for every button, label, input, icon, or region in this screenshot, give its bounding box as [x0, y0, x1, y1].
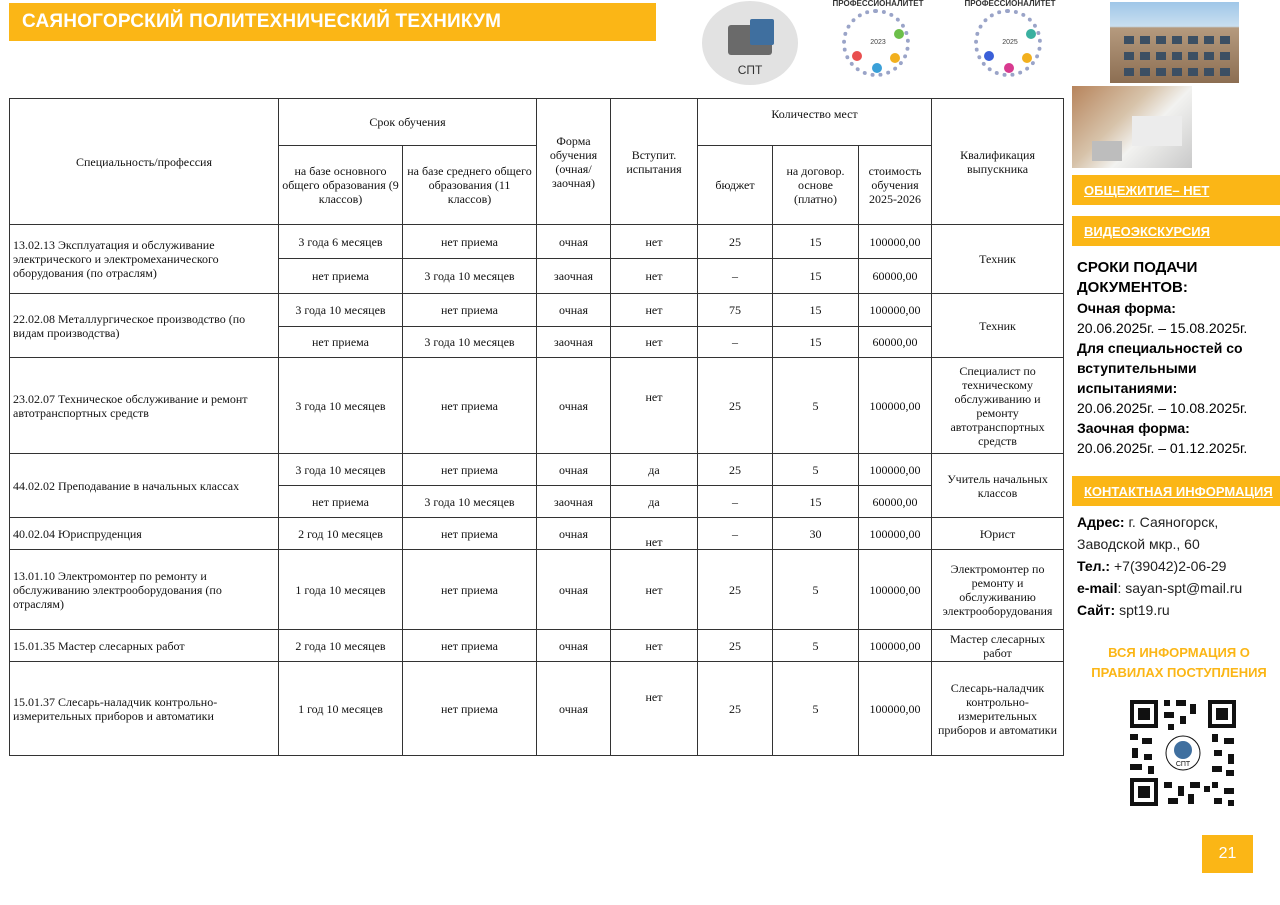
header-bar [9, 3, 656, 41]
term-11-cell: нет приема [403, 518, 537, 550]
form-cell: заочная [537, 259, 611, 294]
exam-specialties-label: Для специальностей со вступительными испытаниями: [1077, 340, 1243, 396]
prof-year: 2023 [870, 39, 886, 46]
table-row [10, 225, 1064, 259]
professionalitet-logo-2025 [964, 1, 1056, 85]
cost-cell: 100000,00 [859, 550, 932, 630]
term-9-cell: 3 года 6 месяцев [279, 225, 403, 259]
term-11-cell: нет приема [403, 454, 537, 486]
book-icon-2 [750, 19, 774, 45]
qualification-cell: Техник [932, 294, 1064, 358]
cost-cell: 60000,00 [859, 486, 932, 518]
header-form: Форма обучения (очная/ заочная) [537, 99, 611, 225]
site-value[interactable]: spt19.ru [1115, 602, 1170, 618]
video-tour-label: ВИДЕОЭКСКУРСИЯ [1084, 224, 1210, 239]
budget-cell: 75 [698, 294, 773, 327]
term-9-cell: 2 год 10 месяцев [279, 518, 403, 550]
header-contract: на договор. основе (платно) [773, 146, 859, 225]
address-value: г. Саяногорск, Заводской мкр., 60 [1077, 514, 1219, 552]
form-cell: очная [537, 662, 611, 756]
exam-cell: нет [611, 327, 698, 358]
header-term-basic: на базе основного общего образования (9 классов) [279, 146, 403, 225]
table-row [10, 662, 1064, 756]
building-photo [1110, 2, 1239, 83]
dot-icon [1026, 29, 1036, 39]
term-11-cell: нет приема [403, 225, 537, 259]
exam-cell: нет [611, 550, 698, 630]
site-line [1077, 599, 1277, 621]
header-places: Количество мест [698, 99, 932, 146]
phone-label: Тел.: [1077, 558, 1111, 574]
exam-cell: нет [611, 630, 698, 662]
contract-cell: 5 [773, 454, 859, 486]
exam-cell: нет [611, 225, 698, 259]
dot-icon [894, 29, 904, 39]
contract-cell: 15 [773, 327, 859, 358]
phone-value: +7(39042)2-06-29 [1110, 558, 1227, 574]
term-9-cell: 3 года 10 месяцев [279, 358, 403, 454]
qualification-cell: Слесарь-наладчик контрольно-измерительных приборов и автоматики [932, 662, 1064, 756]
table-row [10, 358, 1064, 454]
header-budget: бюджет [698, 146, 773, 225]
specialty-cell: 40.02.04 Юриспруденция [10, 518, 279, 550]
term-11-cell: нет приема [403, 630, 537, 662]
spt-logo [702, 1, 798, 85]
budget-cell: – [698, 486, 773, 518]
contract-cell: 5 [773, 630, 859, 662]
dorm-label: ОБЩЕЖИТИЕ– НЕТ [1084, 183, 1210, 198]
contacts-button[interactable] [1072, 476, 1280, 506]
address-line [1077, 511, 1277, 555]
specialty-cell: 15.01.37 Слесарь-наладчик контрольно-измерительных приборов и автоматики [10, 662, 279, 756]
budget-cell: – [698, 518, 773, 550]
cost-cell: 100000,00 [859, 294, 932, 327]
exam-cell: нет [611, 518, 698, 550]
specialty-cell: 13.01.10 Электромонтер по ремонту и обслуживанию электрооборудования (по отраслям) [10, 550, 279, 630]
contract-cell: 15 [773, 294, 859, 327]
prof-year: 2025 [1002, 39, 1018, 46]
budget-cell: 25 [698, 358, 773, 454]
header-term: Срок обучения [279, 99, 537, 146]
contract-cell: 15 [773, 225, 859, 259]
term-9-cell: 3 года 10 месяцев [279, 294, 403, 327]
email-label: e-mail [1077, 580, 1118, 596]
exam-cell: нет [611, 259, 698, 294]
form-cell: очная [537, 454, 611, 486]
header-specialty: Специальность/профессия [10, 99, 279, 225]
form-cell: заочная [537, 327, 611, 358]
term-9-cell: 2 года 10 месяцев [279, 630, 403, 662]
cost-cell: 100000,00 [859, 225, 932, 259]
deadlines-block [1077, 258, 1277, 458]
qualification-cell: Юрист [932, 518, 1064, 550]
contract-cell: 15 [773, 486, 859, 518]
budget-cell: 25 [698, 630, 773, 662]
dot-icon [872, 63, 882, 73]
specialty-cell: 22.02.08 Металлургическое производство (по видам производства) [10, 294, 279, 358]
form-cell: заочная [537, 486, 611, 518]
prof-logo-text: ПРОФЕССИОНАЛИТЕТ [964, 0, 1056, 8]
prof-logo-text: ПРОФЕССИОНАЛИТЕТ [832, 0, 924, 8]
full-time-label: Очная форма: [1077, 300, 1176, 316]
term-11-cell: нет приема [403, 294, 537, 327]
qualification-cell: Учитель начальных классов [932, 454, 1064, 518]
qualification-cell: Электромонтер по ремонту и обслуживанию электрооборудования [932, 550, 1064, 630]
term-9-cell: нет приема [279, 486, 403, 518]
term-9-cell: 3 года 10 месяцев [279, 454, 403, 486]
dorm-button[interactable] [1072, 175, 1280, 205]
form-cell: очная [537, 358, 611, 454]
budget-cell: – [698, 327, 773, 358]
dot-icon [1022, 53, 1032, 63]
qualification-cell: Мастер слесарных работ [932, 630, 1064, 662]
cost-cell: 60000,00 [859, 259, 932, 294]
exam-cell: нет [611, 358, 698, 454]
header-term-secondary: на базе среднего общего образования (11 классов) [403, 146, 537, 225]
table-row [10, 294, 1064, 327]
specialty-cell: 13.02.13 Эксплуатация и обслуживание электрического и электромеханического оборудования (по отраслям) [10, 225, 279, 294]
cost-cell: 60000,00 [859, 327, 932, 358]
term-11-cell: нет приема [403, 358, 537, 454]
exam-cell: да [611, 454, 698, 486]
specialty-cell: 23.02.07 Техническое обслуживание и ремонт автотранспортных средств [10, 358, 279, 454]
specialties-table [9, 98, 1064, 756]
dot-icon [890, 53, 900, 63]
budget-cell: 25 [698, 225, 773, 259]
term-11-cell: нет приема [403, 662, 537, 756]
term-11-cell: 3 года 10 месяцев [403, 259, 537, 294]
all-info-link[interactable]: ВСЯ ИНФОРМАЦИЯ О ПРАВИЛАХ ПОСТУПЛЕНИЯ [1091, 645, 1267, 680]
phone-line [1077, 555, 1277, 577]
cost-cell: 100000,00 [859, 630, 932, 662]
exam-cell: да [611, 486, 698, 518]
header-qualification: Квалификация выпускника [932, 99, 1064, 225]
qr-label: СПТ [1175, 761, 1191, 768]
table-row [10, 550, 1064, 630]
exam-specialties-dates: 20.06.2025г. – 10.08.2025г. [1077, 400, 1248, 416]
qualification-cell: Техник [932, 225, 1064, 294]
form-cell: очная [537, 294, 611, 327]
classroom-photo [1072, 86, 1192, 168]
budget-cell: 25 [698, 662, 773, 756]
full-time-dates: 20.06.2025г. – 15.08.2025г. [1077, 320, 1248, 336]
part-time-label: Заочная форма: [1077, 420, 1190, 436]
email-line [1077, 577, 1277, 599]
email-value[interactable]: : sayan-spt@mail.ru [1117, 580, 1243, 596]
page-title: САЯНОГОРСКИЙ ПОЛИТЕХНИЧЕСКИЙ ТЕХНИКУМ [22, 11, 502, 32]
contract-cell: 5 [773, 358, 859, 454]
address-label: Адрес: [1077, 514, 1125, 530]
term-9-cell: 1 года 10 месяцев [279, 550, 403, 630]
spt-logo-label: СПТ [737, 63, 763, 77]
table-row [10, 630, 1064, 662]
page-number: 21 [1202, 835, 1253, 873]
video-tour-button[interactable] [1072, 216, 1280, 246]
term-9-cell: 1 год 10 месяцев [279, 662, 403, 756]
part-time-dates: 20.06.2025г. – 01.12.2025г. [1077, 440, 1248, 456]
term-11-cell: 3 года 10 месяцев [403, 327, 537, 358]
qr-code-icon[interactable] [1128, 698, 1238, 808]
term-11-cell: нет приема [403, 550, 537, 630]
exam-cell: нет [611, 662, 698, 756]
dot-icon [1004, 63, 1014, 73]
contract-cell: 15 [773, 259, 859, 294]
budget-cell: 25 [698, 454, 773, 486]
form-cell: очная [537, 630, 611, 662]
term-9-cell: нет приема [279, 327, 403, 358]
dot-icon [984, 51, 994, 61]
specialty-cell: 15.01.35 Мастер слесарных работ [10, 630, 279, 662]
contacts-block [1077, 511, 1277, 621]
table-row [10, 518, 1064, 550]
header-exams: Вступит. испытания [611, 99, 698, 225]
contract-cell: 30 [773, 518, 859, 550]
cost-cell: 100000,00 [859, 358, 932, 454]
form-cell: очная [537, 518, 611, 550]
dot-icon [852, 51, 862, 61]
professionalitet-logo-2023 [832, 1, 924, 85]
header-cost: стоимость обучения 2025-2026 [859, 146, 932, 225]
qualification-cell: Специалист по техническому обслуживанию и ремонту автотранспортных средств [932, 358, 1064, 454]
budget-cell: – [698, 259, 773, 294]
site-label: Сайт: [1077, 602, 1116, 618]
exam-cell: нет [611, 294, 698, 327]
contacts-label: КОНТАКТНАЯ ИНФОРМАЦИЯ [1084, 484, 1273, 499]
form-cell: очная [537, 550, 611, 630]
contract-cell: 5 [773, 662, 859, 756]
term-11-cell: 3 года 10 месяцев [403, 486, 537, 518]
cost-cell: 100000,00 [859, 454, 932, 486]
contract-cell: 5 [773, 550, 859, 630]
term-9-cell: нет приема [279, 259, 403, 294]
cost-cell: 100000,00 [859, 518, 932, 550]
deadlines-heading: СРОКИ ПОДАЧИ ДОКУМЕНТОВ: [1077, 259, 1198, 296]
budget-cell: 25 [698, 550, 773, 630]
table-row [10, 454, 1064, 486]
specialty-cell: 44.02.02 Преподавание в начальных классах [10, 454, 279, 518]
cost-cell: 100000,00 [859, 662, 932, 756]
form-cell: очная [537, 225, 611, 259]
